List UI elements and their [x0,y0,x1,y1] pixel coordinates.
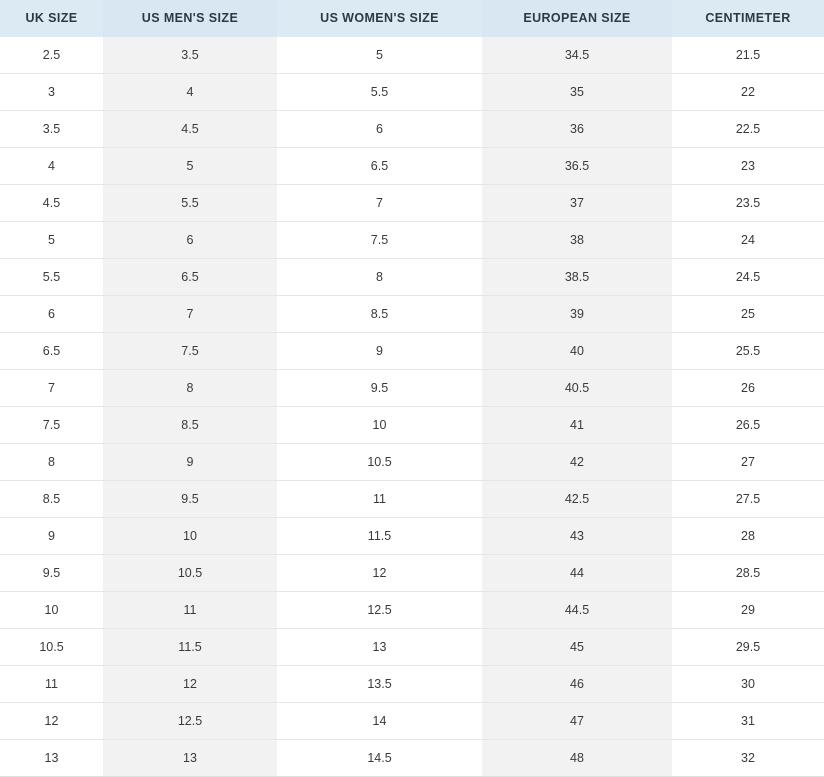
column-header-uk-size: UK SIZE [0,0,103,37]
table-cell: 12 [103,666,277,703]
table-cell: 34.5 [482,37,672,74]
table-row [0,444,824,481]
table-cell: 11 [277,481,482,518]
table-cell: 6.5 [0,333,103,370]
table-cell: 12.5 [277,592,482,629]
table-cell: 42 [482,444,672,481]
table-cell: 38 [482,222,672,259]
table-cell: 3.5 [0,111,103,148]
table-cell: 13 [277,629,482,666]
table-cell: 24.5 [672,259,824,296]
table-row [0,185,824,222]
table-cell: 21.5 [672,37,824,74]
table-row [0,111,824,148]
table-cell: 7 [277,185,482,222]
table-cell: 13.5 [277,666,482,703]
table-cell: 4.5 [0,185,103,222]
table-cell: 10.5 [103,555,277,592]
table-cell: 22 [672,74,824,111]
table-cell: 11 [0,666,103,703]
table-cell: 31 [672,703,824,740]
table-cell: 40 [482,333,672,370]
table-row [0,222,824,259]
table-cell: 12 [277,555,482,592]
table-cell: 44 [482,555,672,592]
table-cell: 8.5 [103,407,277,444]
table-row [0,37,824,74]
table-cell: 5.5 [103,185,277,222]
table-cell: 12.5 [103,703,277,740]
table-cell: 46 [482,666,672,703]
table-row [0,370,824,407]
table-cell: 36.5 [482,148,672,185]
table-cell: 6.5 [277,148,482,185]
table-header-row [0,0,824,37]
table-cell: 10 [277,407,482,444]
table-cell: 28 [672,518,824,555]
table-row [0,481,824,518]
table-cell: 4 [0,148,103,185]
table-cell: 38.5 [482,259,672,296]
table-cell: 27.5 [672,481,824,518]
table-cell: 5 [0,222,103,259]
table-cell: 25 [672,296,824,333]
table-body [0,37,824,777]
table-cell: 45 [482,629,672,666]
table-cell: 8.5 [277,296,482,333]
table-cell: 5.5 [277,74,482,111]
table-cell: 30 [672,666,824,703]
table-cell: 9.5 [103,481,277,518]
table-cell: 40.5 [482,370,672,407]
table-cell: 11 [103,592,277,629]
table-cell: 42.5 [482,481,672,518]
table-cell: 13 [0,740,103,777]
table-row [0,148,824,185]
table-cell: 47 [482,703,672,740]
table-row [0,703,824,740]
table-cell: 5 [103,148,277,185]
table-cell: 9.5 [0,555,103,592]
table-cell: 37 [482,185,672,222]
table-cell: 48 [482,740,672,777]
table-row [0,259,824,296]
table-cell: 2.5 [0,37,103,74]
table-cell: 23 [672,148,824,185]
table-cell: 32 [672,740,824,777]
table-cell: 7.5 [0,407,103,444]
table-cell: 8 [0,444,103,481]
table-cell: 11.5 [277,518,482,555]
table-cell: 27 [672,444,824,481]
table-cell: 28.5 [672,555,824,592]
table-cell: 22.5 [672,111,824,148]
table-row [0,333,824,370]
table-cell: 13 [103,740,277,777]
table-row [0,740,824,777]
table-cell: 7 [0,370,103,407]
table-cell: 4 [103,74,277,111]
table-cell: 14 [277,703,482,740]
table-cell: 7.5 [103,333,277,370]
table-cell: 29 [672,592,824,629]
column-header-us-womens-size: US WOMEN'S SIZE [277,0,482,37]
table-row [0,666,824,703]
table-cell: 9 [0,518,103,555]
table-row [0,592,824,629]
table-row [0,296,824,333]
table-cell: 26 [672,370,824,407]
table-row [0,518,824,555]
table-cell: 41 [482,407,672,444]
table-cell: 39 [482,296,672,333]
table-cell: 7 [103,296,277,333]
table-cell: 4.5 [103,111,277,148]
table-cell: 6.5 [103,259,277,296]
table-cell: 23.5 [672,185,824,222]
table-cell: 36 [482,111,672,148]
table-cell: 24 [672,222,824,259]
table-cell: 8 [277,259,482,296]
table-cell: 7.5 [277,222,482,259]
table-row [0,555,824,592]
table-row [0,74,824,111]
table-cell: 10.5 [0,629,103,666]
column-header-european-size: EUROPEAN SIZE [482,0,672,37]
table-cell: 29.5 [672,629,824,666]
table-cell: 8.5 [0,481,103,518]
table-cell: 5.5 [0,259,103,296]
table-row [0,407,824,444]
table-cell: 3 [0,74,103,111]
column-header-us-mens-size: US MEN'S SIZE [103,0,277,37]
table-cell: 6 [277,111,482,148]
table-cell: 10 [0,592,103,629]
column-header-centimeter: CENTIMETER [672,0,824,37]
table-cell: 43 [482,518,672,555]
table-cell: 12 [0,703,103,740]
table-cell: 3.5 [103,37,277,74]
table-cell: 11.5 [103,629,277,666]
table-cell: 26.5 [672,407,824,444]
table-cell: 9.5 [277,370,482,407]
table-cell: 8 [103,370,277,407]
table-cell: 5 [277,37,482,74]
table-cell: 6 [103,222,277,259]
table-cell: 35 [482,74,672,111]
table-row [0,629,824,666]
table-cell: 10.5 [277,444,482,481]
table-cell: 6 [0,296,103,333]
table-cell: 10 [103,518,277,555]
table-cell: 9 [277,333,482,370]
table-header [0,0,824,37]
table-cell: 25.5 [672,333,824,370]
table-cell: 14.5 [277,740,482,777]
table-cell: 9 [103,444,277,481]
table-cell: 44.5 [482,592,672,629]
